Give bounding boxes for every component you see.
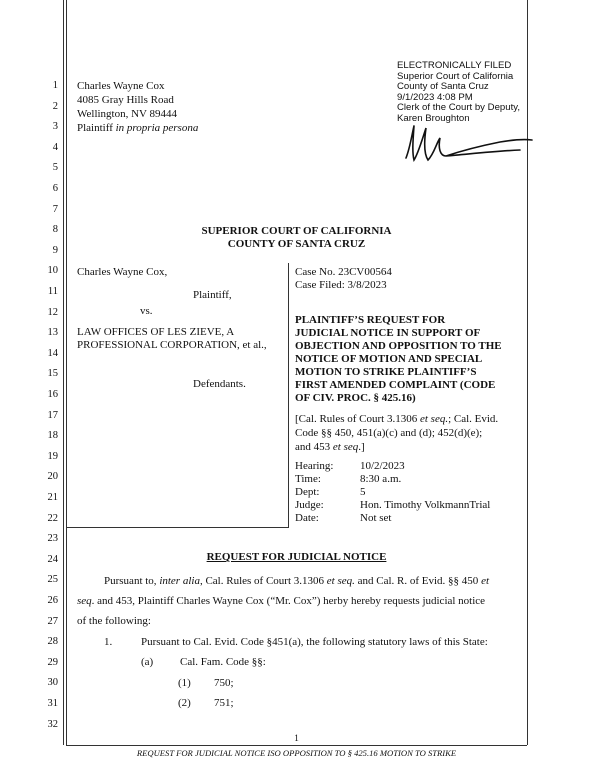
line-number: 3 xyxy=(52,121,58,133)
line-number: 4 xyxy=(52,141,58,153)
trial-date-value: Not set xyxy=(360,512,392,524)
role-italic-text: in propria persona xyxy=(115,122,199,134)
dept-value: 5 xyxy=(360,486,366,498)
line-number: 22 xyxy=(47,512,58,524)
line-number: 5 xyxy=(52,162,58,174)
sub-item-text: Cal. Fam. Code §§: xyxy=(180,656,266,668)
line-number: 10 xyxy=(47,265,58,277)
line-number: 28 xyxy=(47,636,58,648)
case-number: Case No. 23CV00564 xyxy=(295,266,392,278)
line-number: 18 xyxy=(47,430,58,442)
line-number: 16 xyxy=(47,389,58,400)
body-paragraph-line xyxy=(104,575,489,588)
line-number: 26 xyxy=(47,595,58,606)
document-title-line: PLAINTIFF’S REQUEST FOR xyxy=(295,314,446,326)
line-number: 15 xyxy=(47,368,58,380)
sub-sub-item-text: 751; xyxy=(214,697,234,709)
body-text: . and 453, Plaintiff Charles Wayne Cox (“Mr. Cox”) herby hereby requests judicial notice xyxy=(91,595,486,607)
line-number: 31 xyxy=(47,698,58,709)
line-number: 6 xyxy=(52,183,58,194)
sub-sub-item-text: 750; xyxy=(214,677,234,689)
e-filing-line: Karen Broughton xyxy=(397,112,470,124)
body-italic: et seq. xyxy=(326,575,355,587)
authorities-text: ; Cal. Evid. xyxy=(448,413,499,425)
document-title-line: NOTICE OF MOTION AND SPECIAL xyxy=(295,353,483,365)
attorney-name: Charles Wayne Cox xyxy=(77,80,165,92)
authorities-italic: et seq xyxy=(332,441,359,453)
hearing-label: Hearing: xyxy=(295,460,334,472)
caption-divider xyxy=(288,263,289,528)
document-title-line: MOTION TO STRIKE PLAINTIFF’S xyxy=(295,366,477,378)
right-margin-rule xyxy=(527,0,528,745)
defendant-line2: PROFESSIONAL CORPORATION, et al., xyxy=(77,339,267,351)
body-text: , Cal. Rules of Court 3.1306 xyxy=(199,575,327,587)
line-number: 13 xyxy=(47,327,58,339)
e-filing-line: County of Santa Cruz xyxy=(397,81,489,92)
footer-rule xyxy=(66,745,527,746)
time-label: Time: xyxy=(295,473,321,485)
authorities-line3 xyxy=(295,441,365,454)
line-number: 25 xyxy=(47,574,58,586)
document-title-line: OBJECTION AND OPPOSITION TO THE xyxy=(295,340,502,352)
list-item-text: Pursuant to Cal. Evid. Code §451(a), the following statutory laws of this State: xyxy=(141,636,488,648)
line-number: 27 xyxy=(47,615,58,627)
document-title-line: JUDICIAL NOTICE IN SUPPORT OF xyxy=(295,327,481,339)
line-number: 12 xyxy=(47,306,58,318)
body-paragraph-line: of the following: xyxy=(77,615,151,627)
e-filing-line: 9/1/2023 4:08 PM xyxy=(397,91,473,103)
line-number: 29 xyxy=(47,656,58,668)
plaintiff-label: Plaintiff, xyxy=(193,289,232,301)
line-number: 23 xyxy=(47,533,58,545)
authorities-text: .] xyxy=(358,441,365,453)
case-filed-date: Case Filed: 3/8/2023 xyxy=(295,279,387,291)
line-number: 17 xyxy=(47,409,58,421)
line-number: 32 xyxy=(47,718,58,730)
body-paragraph-line xyxy=(77,595,485,608)
body-text: Pursuant to, xyxy=(104,575,160,587)
sub-item-label: (a) xyxy=(141,656,154,668)
body-italic: et xyxy=(481,575,490,587)
line-number: 2 xyxy=(52,100,58,112)
line-number: 8 xyxy=(52,224,58,236)
body-text: and Cal. R. of Evid. §§ 450 xyxy=(354,575,482,587)
court-county: COUNTY OF SANTA CRUZ xyxy=(227,238,366,250)
authorities-text: [Cal. Rules of Court 3.1306 xyxy=(295,413,420,425)
hearing-value: 10/2/2023 xyxy=(360,460,405,472)
line-number: 14 xyxy=(47,347,58,359)
line-number: 7 xyxy=(52,203,58,215)
defendant-label: Defendants. xyxy=(193,378,246,390)
attorney-address-line2: Wellington, NV 89444 xyxy=(77,108,178,120)
document-title-line: FIRST AMENDED COMPLAINT (CODE xyxy=(295,379,496,391)
clerk-signature xyxy=(400,120,535,168)
trial-date-label: Date: xyxy=(295,512,319,524)
court-name: SUPERIOR COURT OF CALIFORNIA xyxy=(201,225,392,237)
line-number: 20 xyxy=(47,471,58,483)
e-filing-line: ELECTRONICALLY FILED xyxy=(397,60,512,71)
left-margin-rule-outer xyxy=(63,0,64,745)
time-value: 8:30 a.m. xyxy=(360,473,402,485)
line-number: 24 xyxy=(47,553,58,565)
dept-label: Dept: xyxy=(295,486,320,498)
line-number: 21 xyxy=(47,492,58,503)
body-italic: seq xyxy=(77,595,92,607)
caption-bottom-rule xyxy=(67,527,288,528)
authorities-line1 xyxy=(295,413,498,426)
judge-value: Hon. Timothy VolkmannTrial xyxy=(360,499,491,511)
sub-sub-item-label: (1) xyxy=(178,677,191,689)
document-title-line: OF CIV. PROC. § 425.16) xyxy=(295,392,416,404)
attorney-address-line1: 4085 Gray Hills Road xyxy=(77,94,174,106)
sub-sub-item-label: (2) xyxy=(178,697,191,709)
left-margin-rule-inner xyxy=(66,0,67,745)
body-italic: inter alia xyxy=(159,575,200,587)
versus: vs. xyxy=(140,305,153,317)
judge-label: Judge: xyxy=(295,499,324,511)
e-filing-line: Superior Court of California xyxy=(397,70,514,82)
page-number: 1 xyxy=(294,734,299,744)
role-text: Plaintiff xyxy=(77,122,113,134)
section-heading: REQUEST FOR JUDICIAL NOTICE xyxy=(206,551,387,563)
plaintiff-name: Charles Wayne Cox, xyxy=(77,266,168,278)
line-number: 19 xyxy=(47,450,58,462)
line-number: 9 xyxy=(52,244,58,256)
attorney-role xyxy=(77,122,198,135)
authorities-line2: Code §§ 450, 451(a)(c) and (d); 452(d)(e); xyxy=(295,427,483,439)
footer-title: REQUEST FOR JUDICIAL NOTICE ISO OPPOSITION TO § 425.16 MOTION TO STRIKE xyxy=(136,748,457,758)
authorities-italic: et seq. xyxy=(419,413,449,425)
line-number: 30 xyxy=(47,677,58,689)
defendant-line1: LAW OFFICES OF LES ZIEVE, A xyxy=(77,326,235,338)
line-number: 11 xyxy=(47,286,58,297)
authorities-text: and 453 xyxy=(295,441,333,453)
list-item-number: 1. xyxy=(104,636,113,648)
line-number: 1 xyxy=(52,80,58,91)
e-filing-line: Clerk of the Court by Deputy, xyxy=(397,102,520,113)
